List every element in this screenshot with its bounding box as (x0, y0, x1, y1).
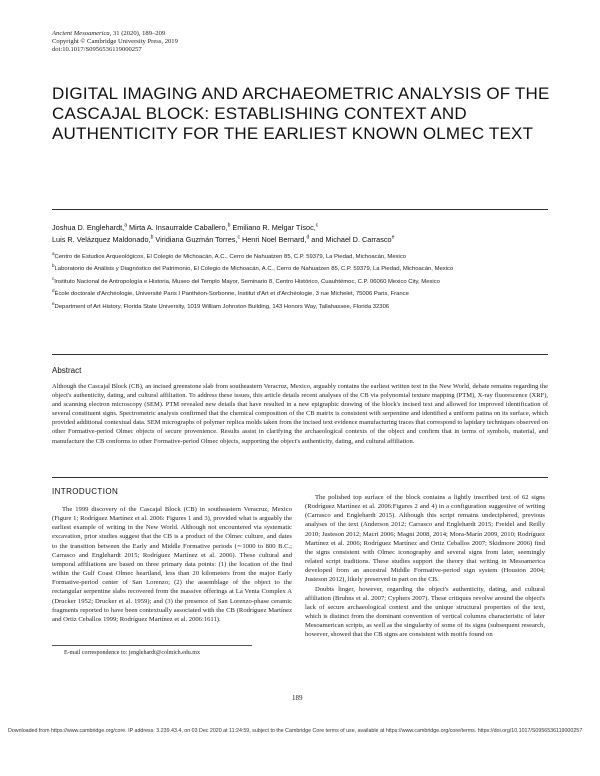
body-column-right (305, 493, 545, 640)
intro-heading: INTRODUCTION (52, 487, 119, 496)
body-column-left (52, 505, 292, 624)
email-correspondence: E-mail correspondence to: jenglehardt@colmich.edu.mx (64, 650, 200, 656)
abstract-text: Although the Cascajal Block (CB), an incised greenstone slab from southeastern Veracruz, Mexico, arguably contains the earliest written text in the New World, debate remains regarding the object's authenticity, dating, and cultural affiliation. To address these issues, this article details recent analyses of the CB via polynomial texture mapping (PTM), X-ray fluorescence (XRF), and scanning electron microscopy (SEM). PTM revealed new details that have resulted in a new epigraphic drawing of the block's incised text and allowed for improved identification of several constituent signs. Spectrometric analysis confirmed that the chemical composition of the CB matrix is consistent with serpentine and identified a uniform patina on its surface, which provided additional contextual data. SEM micrographs of polymer replica molds taken from the incised text evidence manufacturing traces that correspond to lapidary techniques observed on other Formative-period Olmec objects of secure provenience. Results assist in clarifying the archaeological contexts of the object and confirm that in terms of symbols, material, and manufacture the CB conforms to other Formative-period Olmec objects, supporting the object's authenticity, dating, and cultural affiliation. (52, 383, 548, 445)
author-list (52, 222, 552, 246)
author: Viridiana Guzmán Torres,$^c$ (155, 234, 240, 244)
author: Emiliano R. Melgar Tísoc,$^c$ (232, 222, 319, 232)
affiliation-list (52, 250, 552, 312)
doi-line: doi:10.1017/S0956536119000257 (52, 46, 142, 54)
body-paragraph: The polished top surface of the block contains a lightly inscribed text of 62 signs (Rodríguez Martínez et al. 2006:Figures 2 and 4) in a configuration suggestive of writing (Carrasco and Englehardt 2015). Although this script remains undeciphered, previous analyses of the text (Anderson 2012; Carrasco and Englehardt 2015; Freidel and Reilly 2010; Justeson 2012; Macri 2006; Magni 2008, 2014; Mora-Marín 2009, 2010; Rodríguez Martínez et al. 2006; Rodríguez Martínez and Ortiz Ceballos 2007; Skidmore 2006) find the signs consistent with Olmec iconography and several signs from later, seemingly related script traditions. These studies support the theory that writing in Mesoamerica developed from an ancestral Middle Formative-period sign system (Houston 2004; Justeson 2012), likely preserved in part on the CB. (305, 494, 545, 584)
volume-info: , 31 (2020), 189–209 (109, 30, 166, 37)
page-number: 189 (292, 694, 303, 702)
footnote-rule (52, 645, 252, 646)
author: and Michael D. Carrasco$^e$ (311, 234, 395, 244)
affiliation: $^a$Centro de Estudios Arqueológicos, El Colegio de Michoacán, A.C., Cerro de Nahuatzen 85, C.P. 59379, La Piedad, Michoacán, Mexico (52, 251, 407, 260)
abstract-divider (52, 354, 548, 355)
body-divider (52, 477, 548, 478)
author: Mirta A. Insaurralde Caballero,$^b$ (129, 222, 231, 232)
download-note: Downloaded from https://www.cambridge.org/core. IP address: 3.239.43.4, on 03 Dec 2020 at 11:24:59, subject to the Cambridge Core terms of use, available at https://www.cambridge.org/core/terms. https://doi.org/10.1017/S0956536119000257 (8, 728, 583, 734)
author: Joshua D. Englehardt,$^a$ (52, 222, 127, 232)
affiliation: $^b$Laboratorio de Análisis y Diagnóstico del Patrimonio, El Colegio de Michoacán, A.C., Cerro de Nahuatzen 85, C.P. 59379, La Piedad, Michoacán, Mexico (52, 263, 454, 273)
body-paragraph: Doubts linger, however, regarding the object's authenticity, dating, and cultural affiliation (Bruhns et al. 2007; Cyphers 2007). These critiques revolve around the object's lack of secure archaeological context and the unique structural properties of the text, which is distinct from the dominant convention of vertical columns characteristic of later Mesoamerican scripts, as well as the singularity of some of its signs (subsequent research, however, showed that the CB signs are consistent with motifs found on (305, 585, 545, 639)
title-divider (52, 209, 548, 210)
affiliation: $^c$Instituto Nacional de Antropología e Historia, Museo del Templo Mayor, Seminario 8, Centro Histórico, Cuauhtémoc, C.P. 06060 Mexico City, Mexico (52, 275, 440, 285)
abstract-heading: Abstract (52, 366, 82, 375)
affiliation: $^d$École doctorale d'Archéologie, Université Paris I Panthéon-Sorbonne, Institut d'Art et d'Archéologie, 3 rue Michelet, 75006 Paris, France (52, 288, 409, 298)
author: Luis R. Velázquez Maldonado,$^b$ (52, 234, 154, 244)
author: Henri Noel Bernard,$^d$ (241, 234, 310, 244)
journal-name: Ancient Mesoamerica (52, 30, 110, 37)
intro-paragraph: The 1999 discovery of the Cascajal Block (CB) in southeastern Veracruz, Mexico (Figure 1; Rodríguez Martínez et al. 2006: Figures 1 and 3), provided what is arguably the earliest example of writing in the New World. Although not encountered via systematic excavation, prior studies suggest that the CB is a product of the Olmec culture, and dates to the transition between the Early and Middle Formative periods (∼1000 to 800 B.C.; Carrasco and Englehardt 2015; Rodríguez Martínez et al. 2006). These cultural and temporal affiliations are based on three primary data points: (1) the location of the find within the Gulf Coast Olmec heartland, less than 20 kilometers from the major Early Formative-period center of San Lorenzo; (2) the assemblage of the object to the rectangular serpentine slabs recovered from the massive offerings at La Venta Complex A (Drucker 1952; Drucker et al. 1959); and (3) the presence of San Lorenzo-phase ceramic fragments reported to have been contextually associated with the CB (Rodríguez Martínez and Ortiz Ceballos 1999; Rodríguez Martínez et al. 2006:1611). (52, 506, 292, 623)
journal-meta (52, 30, 178, 55)
article-title: DIGITAL IMAGING AND ARCHAEOMETRIC ANALYSIS OF THE CASCAJAL BLOCK: ESTABLISHING CONTEXT AND AUTHENTICITY FOR THE EARLIEST KNOWN OLMEC TEXT (52, 84, 550, 143)
affiliation: $^e$Department of Art History, Florida State University, 1019 William Johnston Building, 143 Honors Way, Tallahassee, Florida 32306 (52, 300, 390, 310)
copyright-line: Copyright © Cambridge University Press, 2019 (52, 38, 178, 46)
